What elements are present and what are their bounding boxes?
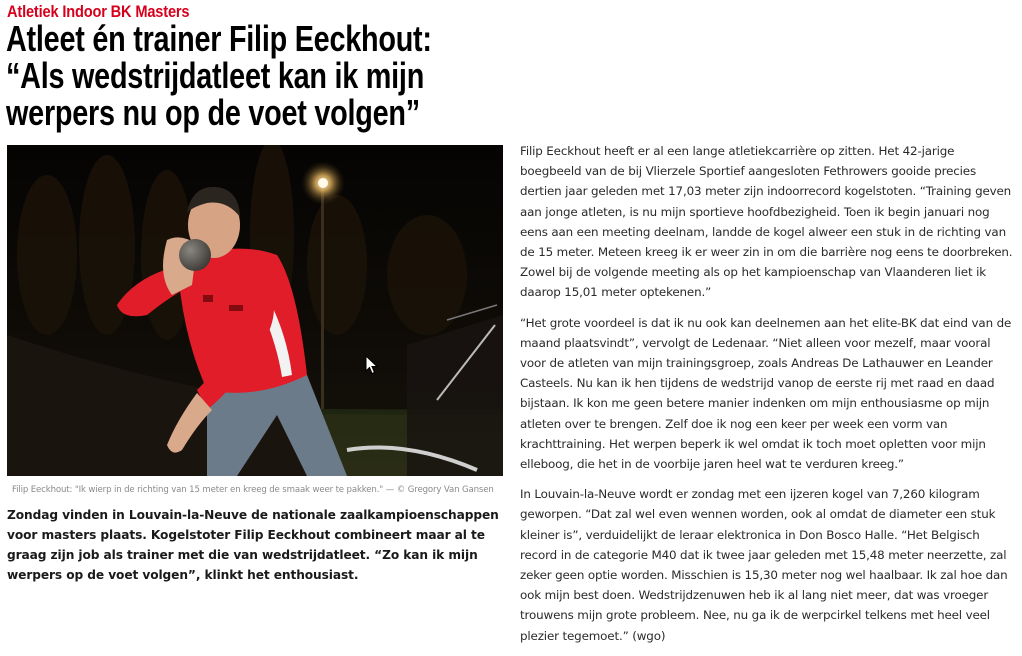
headline-line-3: werpers nu op de voet volgen” bbox=[6, 92, 420, 133]
body-paragraph-2: “Het grote voordeel is dat ik nu ook kan deelnemen aan het elite-BK dat eind van de maand plaatsvindt”, vervolgt de Ledenaar. “Niet alleen voor mezelf, maar vooral voor de atleten van mijn trainingsgroep, zoals Andreas De Lathauwer en Leander Casteels. Nu kan ik hen tijdens de wedstrijd vanop de eerste rij met raad en daad bijstaan. Ik kon me geen betere manier indenken om mijn enthousiasme op mijn atleten over te brengen. Zelf doe ik nog een keer per week een vorm van krachttraining. Het werpen beperk ik wel omdat ik toch moet opletten voor mijn elleboog, die het in de voorbije jaren heel wat te verduren kreeg.” bbox=[520, 315, 1012, 472]
body-paragraph-3: In Louvain-la-Neuve wordt er zondag met een ijzeren kogel van 7,260 kilogram geworpen. “Dat zal wel even wennen worden, ook al omdat de diameter een stuk kleiner is”, verduidelijkt de leraar elektronica in Don Bosco Halle. “Het Belgisch record in de categorie M40 dat ik twee jaar geleden met 15,48 meter neerzette, zal zeker geen optie worden. Misschien is 15,30 meter nog wel haalbaar. Ik zal hoe dan ook mijn best doen. Wedstrijdzenuwen heb ik al lang niet meer, dat was vroeger trouwens mijn grote probleem. Nee, nu ga ik de werpcirkel telkens met heel veel plezier tegemoet.” (wgo) bbox=[520, 487, 1008, 643]
article-photo[interactable] bbox=[7, 145, 503, 476]
photo-illustration bbox=[7, 145, 503, 476]
article-body bbox=[520, 141, 1018, 656]
article-kicker[interactable]: Atletiek Indoor BK Masters bbox=[7, 2, 190, 21]
light-pole bbox=[321, 185, 324, 410]
article-lead: Zondag vinden in Louvain-la-Neuve de nationale zaalkampioenschappen voor masters plaats. Kogelstoter Filip Eeckhout combineert maar al te graag zijn job als trainer met die van wedstrijdatleet. “Zo kan ik mijn werpers op de voet volgen”, klinkt het enthousiast. bbox=[7, 508, 499, 582]
photo-caption: Filip Eeckhout: "Ik wierp in de richting van 15 meter en kreeg de smaak weer te pakken." — © Gregory Van Gansen bbox=[12, 485, 494, 495]
headline-line-1: Atleet én trainer Filip Eeckhout: bbox=[6, 18, 432, 59]
headline-line-2: “Als wedstrijdatleet kan ik mijn bbox=[6, 55, 425, 96]
article-headline bbox=[6, 20, 432, 131]
shot-put-ball bbox=[179, 239, 211, 271]
body-paragraph-1: Filip Eeckhout heeft er al een lange atletiekcarrière op zitten. Het 42-jarige boegbeeld van de bij Vlierzele Sportief aangesloten Fethrowers gooide precies dertien jaar geleden met 17,03 meter zijn indoorrecord kogelstoten. “Training geven aan jonge atleten, is nu mijn sportieve hoofdbezigheid. Toen ik begin januari nog eens aan een meeting deelnam, landde de kogel alweer een stuk in de richting van de 15 meter. Meteen kreeg ik er weer zin in om die barrière nog eens te doorbreken. Zowel bij de volgende meeting als op het kampioenschap van Vlaanderen liet ik daarop 15,01 meter optekenen.” bbox=[520, 144, 1013, 300]
arrow-pointer-icon bbox=[365, 355, 379, 375]
